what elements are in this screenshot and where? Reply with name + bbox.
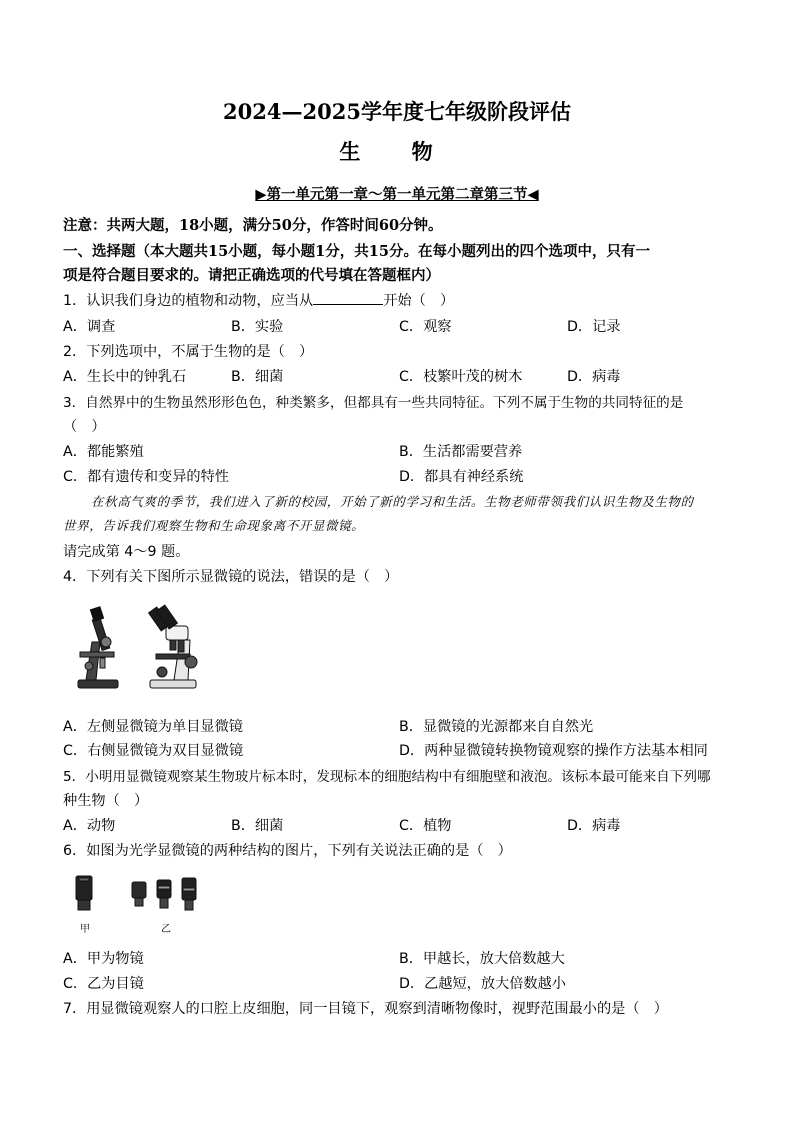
section1-heading-line1: 一、选择题（本大题共15小题，每小题1分，共15分。在每小题列出的四个选项中，只有一 xyxy=(63,243,650,260)
q1-stem-a: 1．认识我们身边的植物和动物，应当从 xyxy=(63,293,314,309)
q3-option-d: D．都具有神经系统 xyxy=(399,469,524,485)
q1-option-c: C．观察 xyxy=(399,319,452,335)
q5-option-d: D．病毒 xyxy=(567,818,621,834)
q6-stem: 6．如图为光学显微镜的两种结构的图片，下列有关说法正确的是（ ） xyxy=(63,843,512,859)
eyepiece-icon xyxy=(76,876,92,910)
q1-option-a: A．调查 xyxy=(63,319,116,335)
microscope-illustration xyxy=(70,596,205,694)
objective-lenses-icon xyxy=(132,878,196,910)
lens-figure xyxy=(68,870,208,934)
q3-option-c: C．都有遗传和变异的特性 xyxy=(63,469,229,485)
q2-option-b: B．细菌 xyxy=(231,369,284,385)
notice: 注意：共两大题，18小题，满分50分，作答时间60分钟。 xyxy=(63,217,443,234)
lens-label-yi: 乙 xyxy=(161,924,171,935)
q1-stem xyxy=(63,290,454,310)
q4-option-c: C．右侧显微镜为双目显微镜 xyxy=(63,743,244,759)
q3-stem-cont: （ ） xyxy=(63,419,106,435)
q1-stem-b: 开始（ ） xyxy=(383,293,455,309)
passage-line2: 世界，告诉我们观察生物和生命现象离不开显微镜。 xyxy=(63,519,365,533)
q2-option-a: A．生长中的钟乳石 xyxy=(63,369,187,385)
q6-option-b: B．甲越长，放大倍数越大 xyxy=(399,951,565,967)
q1-blank xyxy=(313,290,383,305)
q1-option-d: D．记录 xyxy=(567,319,621,335)
q5-stem-cont: 种生物（ ） xyxy=(63,793,149,809)
lens-label-jia: 甲 xyxy=(80,924,90,935)
microscopes-figure xyxy=(70,596,205,694)
q5-option-c: C．植物 xyxy=(399,818,452,834)
q2-stem: 2．下列选项中，不属于生物的是（ ） xyxy=(63,344,314,360)
scope-line: ▶第一单元第一章～第一单元第二章第三节◀ xyxy=(255,186,539,203)
q3-option-a: A．都能繁殖 xyxy=(63,444,144,460)
q4-option-d: D．两种显微镜转换物镜观察的操作方法基本相同 xyxy=(399,743,708,759)
monocular-microscope-icon xyxy=(78,607,118,688)
q2-option-d: D．病毒 xyxy=(567,369,621,385)
q1-option-b: B．实验 xyxy=(231,319,284,335)
q3-stem: 3．自然界中的生物虽然形形色色，种类繁多，但都具有一些共同特征。下列不属于生物的共同特征的是 xyxy=(63,395,684,411)
q5-stem: 5．小明用显微镜观察某生物玻片标本时，发现标本的细胞结构中有细胞壁和液泡。该标本最可能来自下列哪 xyxy=(63,769,711,785)
q5-option-b: B．细菌 xyxy=(231,818,284,834)
binocular-microscope-icon xyxy=(149,605,197,688)
q6-option-c: C．乙为目镜 xyxy=(63,976,144,992)
q4-option-b: B．显微镜的光源都来自自然光 xyxy=(399,719,594,735)
passage-instruction: 请完成第 4～9 题。 xyxy=(63,544,190,560)
q3-option-b: B．生活都需要营养 xyxy=(399,444,523,460)
passage-line1: 在秋高气爽的季节，我们进入了新的校园，开始了新的学习和生活。生物老师带领我们认识生物及生物的 xyxy=(91,495,694,509)
q5-option-a: A．动物 xyxy=(63,818,116,834)
q2-option-c: C．枝繁叶茂的树木 xyxy=(399,369,523,385)
subject-title: 生 物 xyxy=(339,139,455,164)
q6-option-a: A．甲为物镜 xyxy=(63,951,144,967)
section1-heading-line2: 项是符合题目要求的。请把正确选项的代号填在答题框内） xyxy=(63,267,440,284)
q4-option-a: A．左侧显微镜为单目显微镜 xyxy=(63,719,243,735)
exam-title: 2024—2025学年度七年级阶段评估 xyxy=(223,99,571,124)
q7-stem: 7．用显微镜观察人的口腔上皮细胞，同一目镜下，观察到清晰物像时，视野范围最小的是（ ） xyxy=(63,1001,668,1017)
q6-option-d: D．乙越短，放大倍数越小 xyxy=(399,976,566,992)
q4-stem: 4．下列有关下图所示显微镜的说法，错误的是（ ） xyxy=(63,569,399,585)
